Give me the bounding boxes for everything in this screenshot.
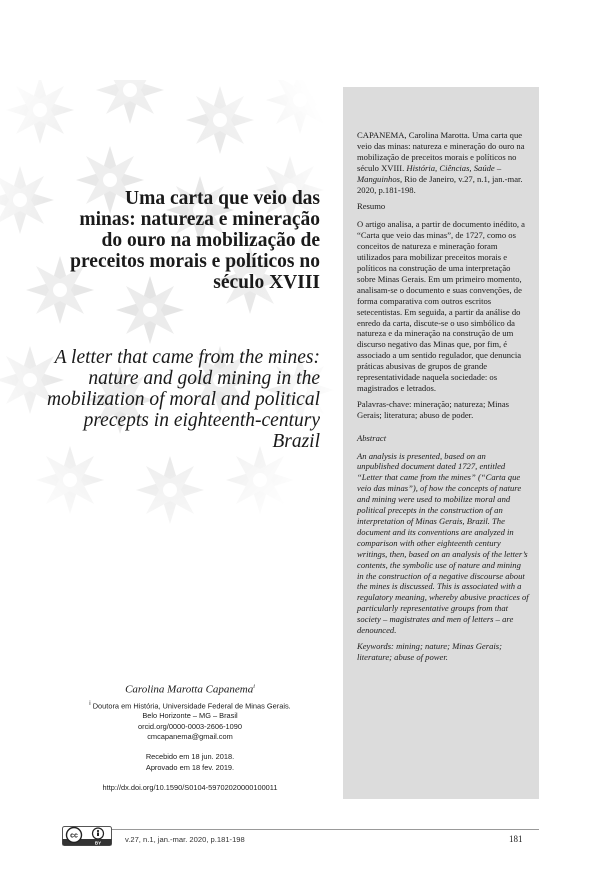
affiliation-marker: i: [89, 699, 91, 707]
footer-volume: v.27, n.1, jan.-mar. 2020, p.181-198: [125, 835, 245, 844]
citation-journal: História, Ciências, Saúde – Manguinhos,: [357, 162, 502, 184]
decorative-pattern: [0, 80, 340, 580]
citation-author: CAPANEMA, Carolina Marotta.: [357, 130, 470, 140]
doi-link[interactable]: http://dx.doi.org/10.1590/S0104-59702020000100011: [102, 782, 278, 792]
keywords: Keywords: mining; nature; Minas Gerais; literature; abuse of power.: [357, 640, 502, 662]
approved-date: Aprovado em 18 fev. 2019.: [145, 762, 235, 772]
author-note-marker: i: [253, 684, 255, 690]
author-name: Carolina Marotta Capanema$^i$: [125, 683, 255, 696]
abstract-text: An analysis is presented, based on an unpublished document dated 1727, entitled “Letter that came from the mines” (“Carta que veio das minas”), of how the concepts of nature and mining were used to mobilize moral and political precepts in the construction of an interpretation of Minas Gerais, Brazil. The document and its conventions are analyzed in comparison with other eighteenth century writings, then, based on an analysis of the letter’s contents, the symbolic use of nature and mining in the construction of a negative discourse about the mines is discussed. This is associated with a regulatory meaning, whereby abusive practices of particularly representative groups from that society – magistrates and men of letters – are denounced.: [357, 450, 529, 636]
abstract-heading: Abstract: [357, 432, 387, 443]
author-block: [80, 680, 300, 793]
citation-title: Uma carta que veio das minas: natureza e mineração do ouro na mobilização de preceitos morais e políticos no século XVIII.: [357, 130, 525, 173]
citation: [357, 130, 529, 195]
palavras-chave: Palavras-chave: mineração; natureza; Minas Gerais; literatura; abuso de poder.: [357, 398, 509, 420]
cc-label: cc: [70, 832, 78, 840]
article-title-english: A letter that came from the mines: nature and gold mining in the mobilization of moral and political precepts in eighteenth-century Brazil: [46, 347, 320, 452]
footer-divider: [62, 829, 539, 830]
author-email[interactable]: cmcapanema@gmail.com: [147, 732, 233, 742]
author-location: Belo Horizonte – MG – Brasil: [142, 711, 238, 721]
cc-by-license-icon[interactable]: [62, 826, 112, 846]
by-label: BY: [94, 840, 102, 846]
sidebar-content: [357, 130, 529, 668]
page-number: 181: [509, 834, 523, 844]
author-orcid[interactable]: orcid.org/0000-0003-2606-1090: [138, 721, 242, 731]
resumo-text: O artigo analisa, a partir de documento inédito, a “Carta que veio das minas”, de 1727, como os conceitos de natureza e mineração foram utilizados para mobilizar preceitos morais e políticos na construção de uma interpretação sobre Minas Gerais. Em um primeiro momento, analisam-se o documento e suas convenções, de forma comparativa com outros escritos setecentistas. Em seguida, a partir da análise do enredo da carta, discute-se o uso simbólico da natureza e da mineração na construção de um discurso negativo das Minas que, por fim, é associado a um sentido regulador, que denuncia práticas abusivas de grupos de grande representatividade naquela sociedade: os magistrados e letrados.: [357, 219, 525, 393]
citation-details: Rio de Janeiro, v.27, n.1, jan.-mar. 2020, p.181-198.: [357, 173, 523, 195]
author-affiliation: $^i$ Doutora em História, Universidade Federal de Minas Gerais.: [89, 699, 291, 711]
article-title-portuguese: Uma carta que veio das minas: natureza e mineração do ouro na mobilização de preceitos morais e políticos no século XVIII: [70, 188, 320, 293]
received-date: Recebido em 18 jun. 2018.: [145, 752, 235, 762]
resumo-heading: Resumo: [357, 201, 386, 212]
